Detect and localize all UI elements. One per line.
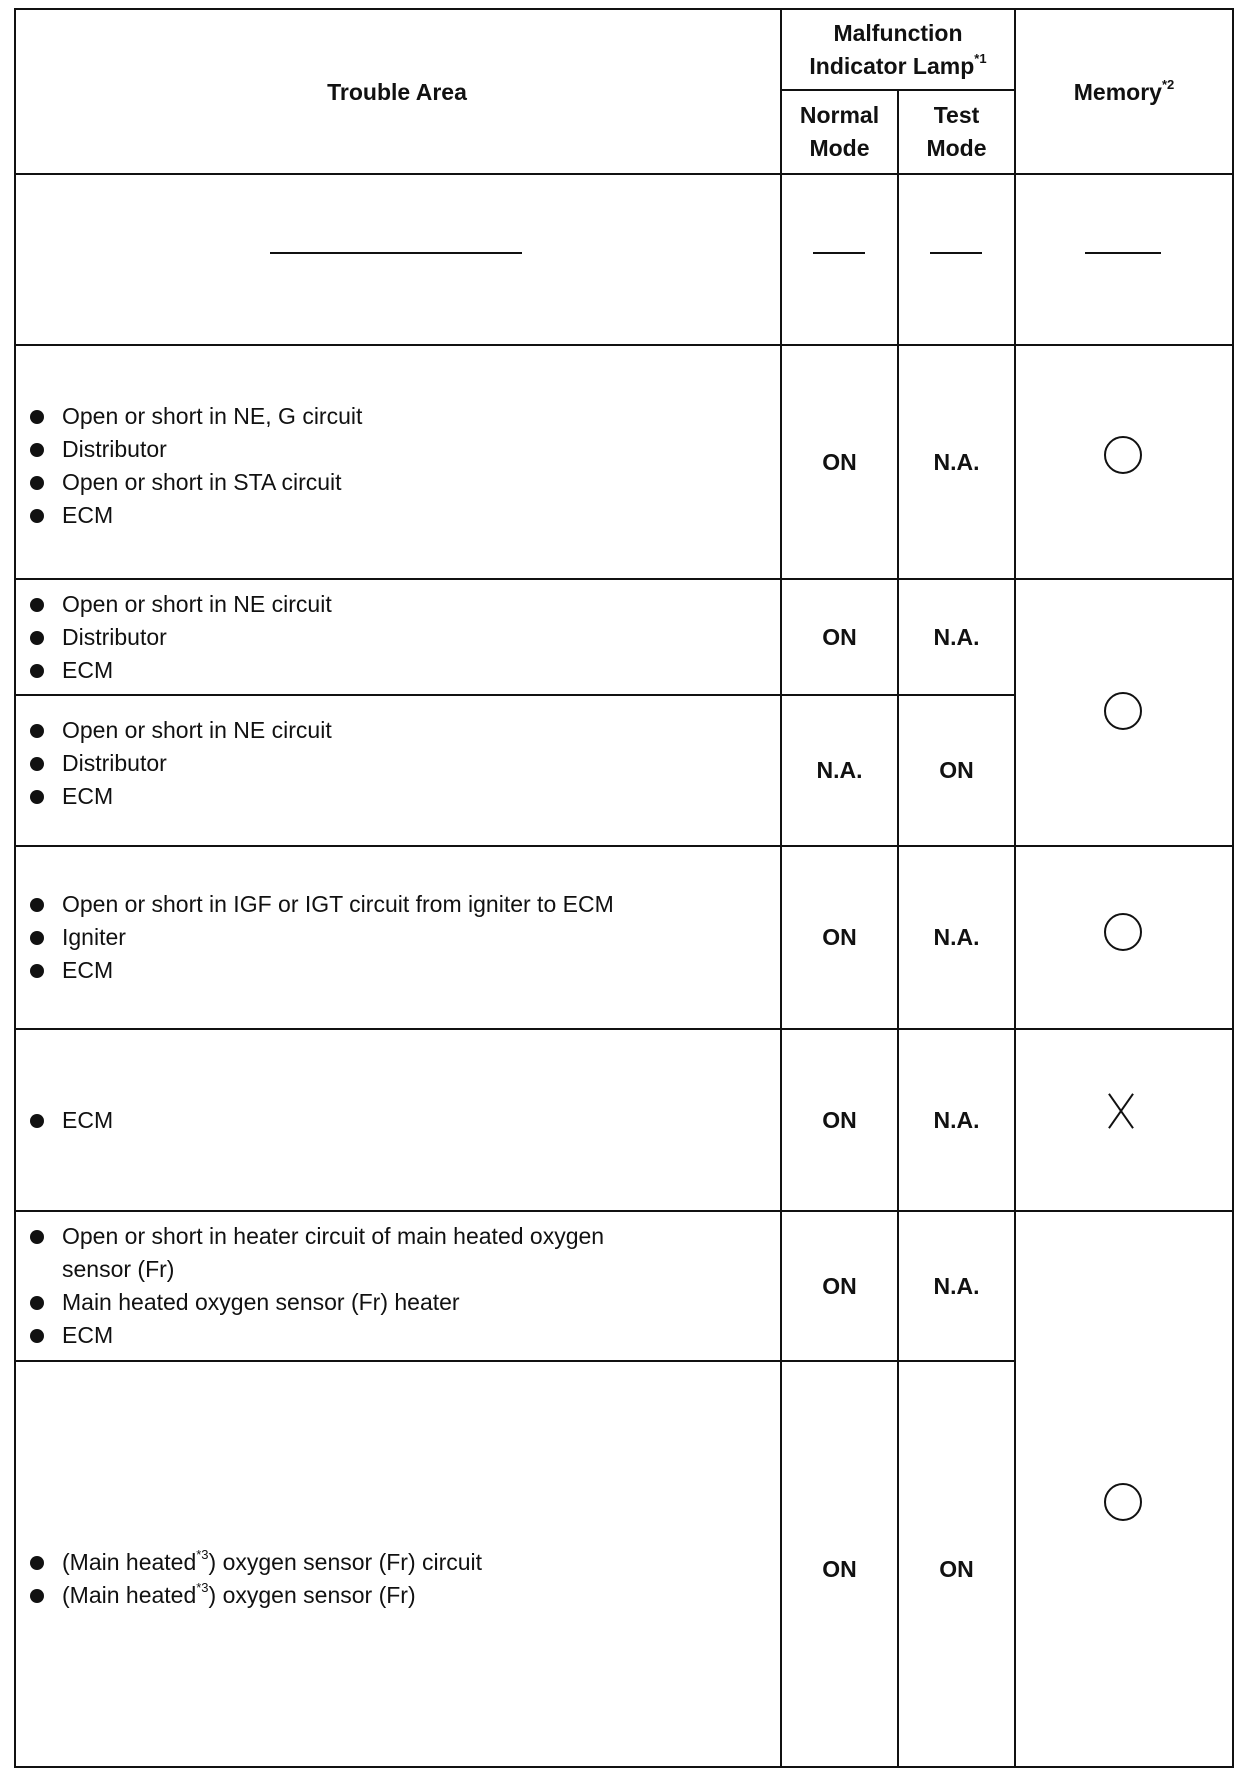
header-mil-line2-wrap	[809, 50, 986, 83]
bullet-icon	[30, 964, 44, 978]
list-item	[14, 433, 774, 466]
item-text-line: Open or short in heater circuit of main heated oxygen	[62, 1223, 605, 1249]
item-text: Distributor	[62, 750, 167, 776]
test-mode-cell: N.A.	[933, 924, 980, 950]
bullet-icon	[30, 664, 44, 678]
bullet-icon	[30, 509, 44, 523]
list-item	[14, 1286, 774, 1319]
list-item	[14, 1319, 774, 1352]
bullet-icon	[30, 476, 44, 490]
bullet-icon	[30, 1556, 44, 1570]
list-item	[14, 954, 774, 987]
bullet-icon	[30, 443, 44, 457]
item-text: Open or short in NE circuit	[62, 717, 332, 743]
item-text-a: (Main heated	[62, 1549, 197, 1575]
item-text: Main heated oxygen sensor (Fr) heater	[62, 1289, 460, 1315]
list-item	[14, 714, 774, 747]
list-item	[14, 888, 774, 921]
normal-mode-cell: ON	[822, 1106, 857, 1133]
item-text: ECM	[62, 1322, 114, 1348]
item-text-b: ) oxygen sensor (Fr) circuit	[208, 1549, 483, 1575]
item-text: ECM	[62, 656, 114, 683]
test-mode-cell: ON	[939, 757, 974, 783]
list-item	[14, 466, 774, 499]
empty-memory-dash	[1085, 252, 1161, 254]
test-mode-cell: ON	[939, 1555, 974, 1582]
memory-circle-icon	[1104, 913, 1142, 951]
memory-cross-icon	[1104, 1092, 1138, 1130]
item-text: Open or short in NE circuit	[62, 590, 332, 617]
bullet-icon	[30, 898, 44, 912]
header-trouble-area	[14, 10, 780, 173]
bullet-icon	[30, 757, 44, 771]
bullet-icon	[30, 1114, 44, 1128]
normal-mode-cell: ON	[822, 1272, 857, 1299]
item-text: Distributor	[62, 623, 167, 650]
item-text: ECM	[62, 783, 114, 809]
list-item	[14, 654, 774, 687]
bullet-icon	[30, 1230, 44, 1244]
header-memory-sup: *2	[1161, 76, 1175, 92]
bullet-icon	[30, 631, 44, 645]
bullet-icon	[30, 598, 44, 612]
list-item	[14, 588, 774, 621]
normal-mode-cell: N.A.	[816, 757, 863, 783]
bullet-icon	[30, 931, 44, 945]
trouble-cell	[14, 1362, 774, 1766]
header-normal-line2: Mode	[809, 135, 870, 161]
bullet-icon	[30, 410, 44, 424]
test-mode-cell: N.A.	[933, 1106, 980, 1133]
empty-test-dash	[930, 252, 982, 254]
item-text: Open or short in NE, G circuit	[62, 403, 363, 429]
rule	[1232, 8, 1234, 1768]
item-text: Distributor	[62, 436, 167, 462]
item-text: Open or short in IGF or IGT circuit from igniter to ECM	[62, 891, 614, 917]
header-mil	[782, 12, 1014, 88]
normal-mode-cell: ON	[822, 623, 857, 650]
normal-mode-cell: ON	[822, 924, 857, 950]
item-text: ECM	[62, 1106, 114, 1133]
item-text-cont: sensor (Fr)	[62, 1256, 175, 1282]
item-text: ECM	[62, 957, 114, 983]
header-test-line1: Test	[933, 102, 980, 128]
bullet-icon	[30, 1329, 44, 1343]
header-memory	[1016, 10, 1232, 173]
test-mode-cell: N.A.	[933, 448, 980, 475]
header-normal-line1: Normal	[799, 102, 880, 128]
normal-mode-cell: ON	[822, 448, 857, 475]
header-mil-line1: Malfunction	[833, 20, 963, 46]
list-item	[14, 747, 774, 780]
empty-normal-dash	[813, 252, 865, 254]
header-normal-mode	[782, 92, 897, 172]
item-text: Igniter	[62, 924, 126, 950]
header-memory-label: Memory	[1073, 78, 1162, 105]
list-item	[14, 1104, 774, 1137]
test-mode-cell: N.A.	[933, 623, 980, 650]
bullet-icon	[30, 1296, 44, 1310]
bullet-icon	[30, 1589, 44, 1603]
normal-mode-cell: ON	[822, 1555, 857, 1582]
header-mil-line2: Indicator Lamp	[809, 53, 975, 79]
trouble-cell	[14, 1030, 774, 1210]
header-test-line2: Mode	[926, 135, 987, 161]
list-item	[14, 400, 774, 433]
trouble-cell	[14, 696, 774, 845]
rule	[1014, 8, 1016, 1768]
bullet-icon	[30, 790, 44, 804]
item-text: Open or short in STA circuit	[62, 469, 342, 495]
item-text	[62, 1579, 416, 1612]
trouble-cell	[14, 580, 774, 694]
item-sup: *3	[196, 1547, 209, 1563]
list-item	[14, 1546, 774, 1579]
item-sup: *3	[196, 1580, 209, 1596]
empty-trouble-dash	[270, 252, 522, 254]
list-item	[14, 780, 774, 813]
list-item	[14, 499, 774, 532]
item-text: ECM	[62, 502, 114, 528]
list-item	[14, 921, 774, 954]
item-text-a: (Main heated	[62, 1582, 197, 1608]
rule	[14, 1766, 1234, 1768]
memory-circle-icon	[1104, 692, 1142, 730]
trouble-cell	[14, 346, 774, 582]
header-test-mode	[899, 92, 1014, 172]
test-mode-cell: N.A.	[933, 1272, 980, 1299]
list-item	[14, 1220, 774, 1286]
memory-circle-icon	[1104, 1483, 1142, 1521]
list-item	[14, 1579, 774, 1612]
item-text-b: ) oxygen sensor (Fr)	[208, 1582, 416, 1608]
header-trouble-area-label: Trouble Area	[327, 78, 467, 105]
memory-circle-icon	[1104, 436, 1142, 474]
item-text	[62, 1220, 604, 1286]
list-item	[14, 621, 774, 654]
bullet-icon	[30, 724, 44, 738]
rule	[14, 173, 1234, 175]
header-memory-wrap	[1074, 75, 1175, 109]
trouble-cell	[14, 1212, 774, 1360]
header-mil-sup: *1	[974, 51, 987, 67]
trouble-cell	[14, 847, 774, 1028]
item-text	[62, 1546, 482, 1579]
